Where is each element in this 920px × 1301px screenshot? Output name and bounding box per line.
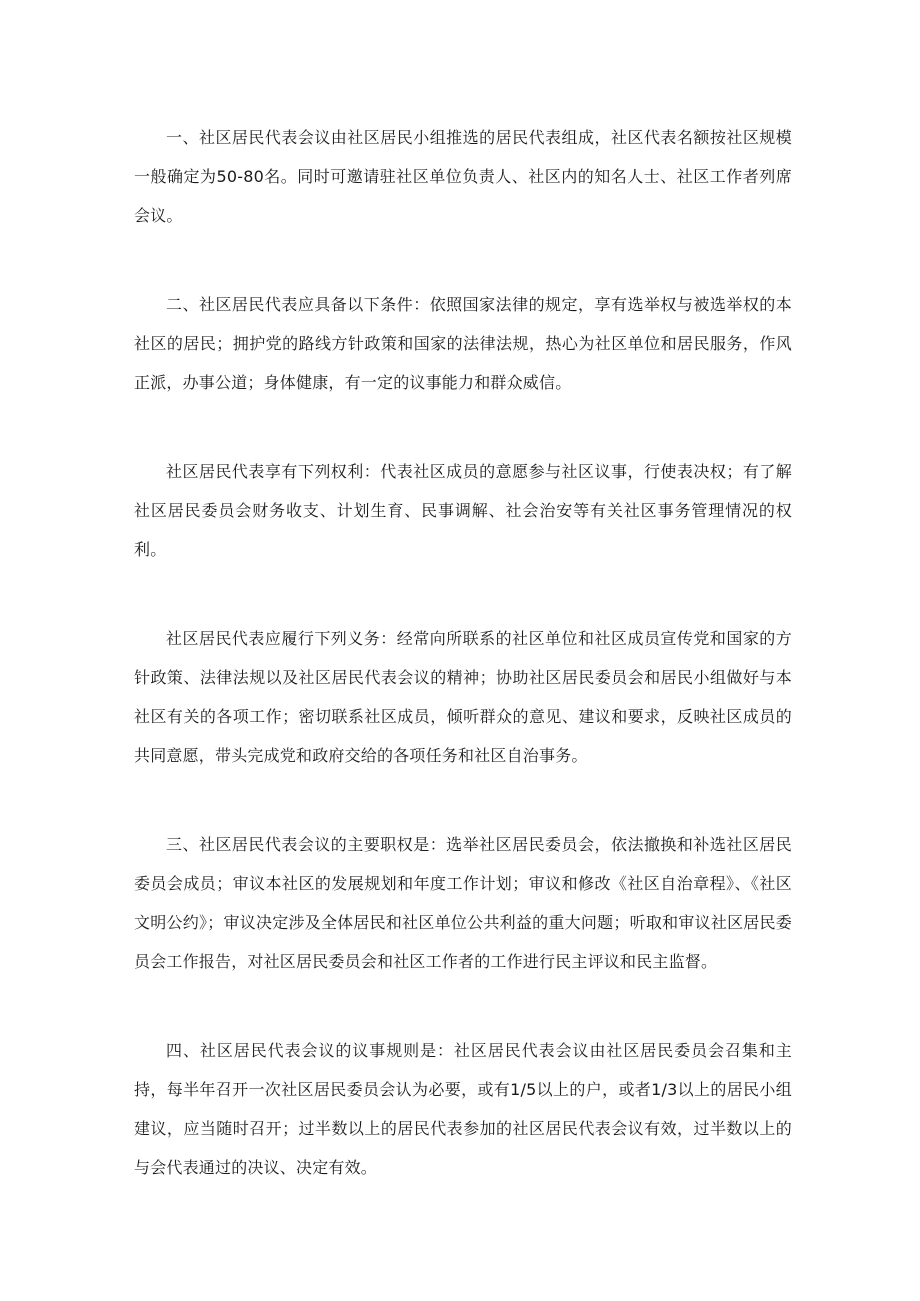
paragraph-4: 社区居民代表应履行下列义务：经常向所联系的社区单位和社区成员宣传党和国家的方针政策、法律法规以及社区居民代表会议的精神；协助社区居民委员会和居民小组做好与本社区有关的各项工作；密切联系社区成员，倾听群众的意见、建议和要求，反映社区成员的共同意愿，带头完成党和政府交给的各项任务和社区自治事务。 (134, 629, 792, 765)
paragraph-6: 四、社区居民代表会议的议事规则是：社区居民代表会议由社区居民委员会召集和主持，每半年召开一次社区居民委员会认为必要，或有1/5以上的户，或者1/3以上的居民小组建议，应当随时召开；过半数以上的居民代表参加的社区居民代表会议有效，过半数以上的与会代表通过的决议、决定有效。 (134, 1041, 792, 1177)
paragraph-1: 一、社区居民代表会议由社区居民小组推选的居民代表组成，社区代表名额按社区规模一般确定为50-80名。同时可邀请驻社区单位负责人、社区内的知名人士、社区工作者列席会议。 (134, 128, 792, 225)
paragraph-3: 社区居民代表享有下列权利：代表社区成员的意愿参与社区议事，行使表决权；有了解社区居民委员会财务收支、计划生育、民事调解、社会治安等有关社区事务管理情况的权利。 (134, 462, 792, 559)
paragraph-5: 三、社区居民代表会议的主要职权是：选举社区居民委员会，依法撤换和补选社区居民委员会成员；审议本社区的发展规划和年度工作计划；审议和修改《社区自治章程》、《社区文明公约》；审议决定涉及全体居民和社区单位公共利益的重大问题；听取和审议社区居民委员会工作报告，对社区居民委员会和社区工作者的工作进行民主评议和民主监督。 (134, 835, 792, 971)
paragraph-2: 二、社区居民代表应具备以下条件：依照国家法律的规定，享有选举权与被选举权的本社区的居民；拥护党的路线方针政策和国家的法律法规，热心为社区单位和居民服务，作风正派，办事公道；身体健康，有一定的议事能力和群众威信。 (134, 295, 792, 392)
document-body (134, 118, 792, 1237)
